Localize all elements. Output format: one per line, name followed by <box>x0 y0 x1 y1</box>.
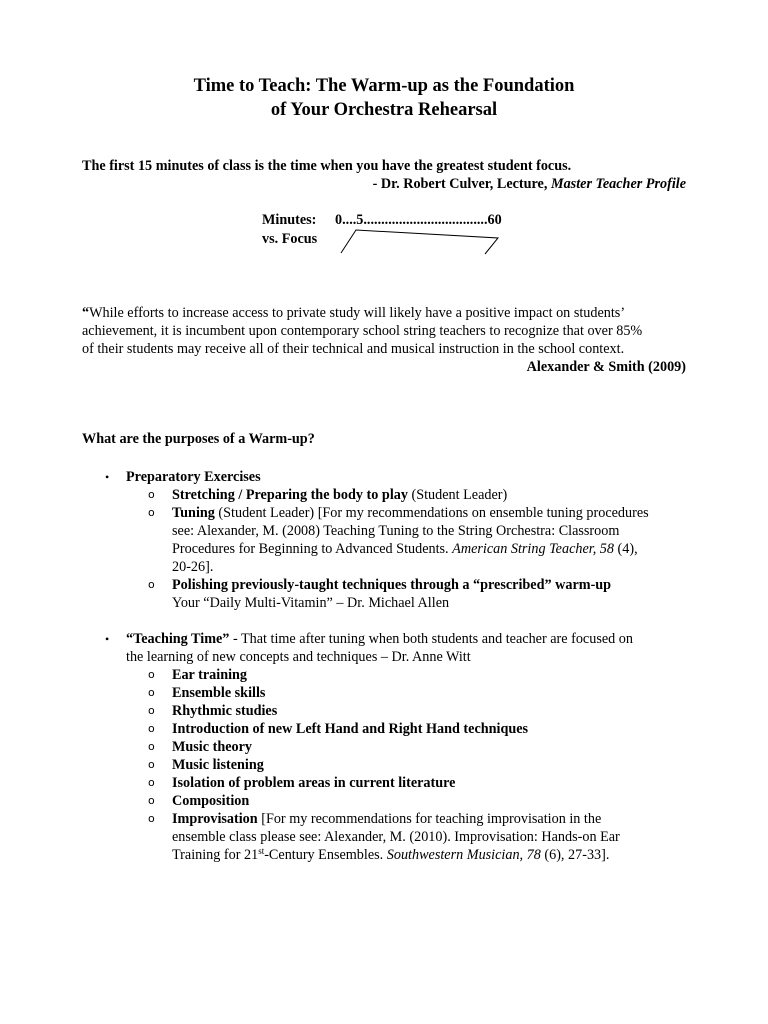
improvisation-line-3-b: -Century Ensembles. <box>264 847 387 863</box>
list-item: Ensemble skills <box>172 685 266 701</box>
intro-quote-attribution <box>373 175 686 193</box>
ordinal-superscript: st <box>258 846 265 856</box>
improvisation-issue: (6), 27-33]. <box>540 847 610 863</box>
improvisation-line-3-a: Training for 21 <box>172 847 259 863</box>
focus-label: vs. Focus <box>262 231 318 247</box>
list-item: Ear training <box>172 667 248 683</box>
sub-bullet-marker: o <box>148 488 155 501</box>
tuning-item-line-3 <box>172 540 638 558</box>
sub-bullet-marker: o <box>148 740 155 753</box>
stretching-rest: (Student Leader) <box>407 487 508 503</box>
list-item: Music listening <box>172 757 264 773</box>
list-item: Composition <box>172 793 250 809</box>
list-item: Introduction of new Left Hand and Right Hand techniques <box>172 721 529 737</box>
tuning-line-3-plain: Procedures for Beginning to Advanced Students. <box>172 541 453 557</box>
improvisation-journal: Southwestern Musician, 78 <box>386 847 541 863</box>
improvisation-line-2: ensemble class please see: Alexander, M. (2010). Improvisation: Hands-on Ear <box>172 829 620 845</box>
sub-bullet-marker: o <box>148 758 155 771</box>
sub-bullet-marker: o <box>148 704 155 717</box>
sub-bullet-marker: o <box>148 776 155 789</box>
improvisation-bold: Improvisation <box>172 811 258 827</box>
intro-quote: The first 15 minutes of class is the time when you have the greatest student focus. <box>82 158 572 174</box>
tuning-bold: Tuning <box>172 505 215 521</box>
open-quote-mark: “ <box>82 305 90 321</box>
sub-bullet-marker: o <box>148 812 155 825</box>
tuning-rest: (Student Leader) [For my recommendations on ensemble tuning procedures <box>214 505 649 521</box>
alexander-quote-text-1: While efforts to increase access to private study will likely have a positive impact on students’ <box>89 305 626 321</box>
attribution-source: Master Teacher Profile <box>550 176 686 192</box>
stretching-item <box>172 486 507 504</box>
tuning-item-line-4: 20-26]. <box>172 559 214 575</box>
teaching-time-line-1 <box>126 630 633 648</box>
teaching-time-rest: - That time after tuning when both students and teacher are focused on <box>229 631 633 647</box>
purposes-heading: What are the purposes of a Warm-up? <box>82 431 315 447</box>
document-title-line-1: Time to Teach: The Warm-up as the Foundation <box>193 76 575 96</box>
list-item: Music theory <box>172 739 252 755</box>
minutes-label: Minutes: <box>262 212 317 228</box>
minutes-scale: 0....5...................................60 <box>335 212 502 228</box>
improvisation-rest: [For my recommendations for teaching improvisation in the <box>257 811 602 827</box>
polishing-item: Polishing previously-taught techniques through a “prescribed” warm-up <box>172 577 612 593</box>
bullet-marker: • <box>105 470 110 484</box>
preparatory-label: Preparatory Exercises <box>126 469 261 485</box>
alexander-quote-line-3: of their students may receive all of their technical and musical instruction in the school context. <box>82 341 625 357</box>
attribution-prefix: - Dr. Robert Culver, Lecture, <box>372 176 551 192</box>
list-item: Isolation of problem areas in current literature <box>172 775 456 791</box>
tuning-item-line-2: see: Alexander, M. (2008) Teaching Tuning to the String Orchestra: Classroom <box>172 523 620 539</box>
teaching-time-bold: “Teaching Time” <box>126 631 230 647</box>
tuning-item-line-1 <box>172 504 649 522</box>
sub-bullet-marker: o <box>148 794 155 807</box>
alexander-quote-line-1 <box>82 304 625 322</box>
bullet-marker: • <box>105 632 110 646</box>
teaching-time-line-2: the learning of new concepts and techniques – Dr. Anne Witt <box>126 649 471 665</box>
tuning-journal: American String Teacher, 58 <box>452 541 614 557</box>
alexander-quote-attribution: Alexander & Smith (2009) <box>526 359 686 375</box>
list-item: Rhythmic studies <box>172 703 278 719</box>
sub-bullet-marker: o <box>148 506 155 519</box>
stretching-bold: Stretching / Preparing the body to play <box>172 487 408 503</box>
focus-curve-line <box>341 230 498 254</box>
sub-bullet-marker: o <box>148 722 155 735</box>
polishing-item-line-2: Your “Daily Multi-Vitamin” – Dr. Michael Allen <box>172 595 450 611</box>
sub-bullet-marker: o <box>148 686 155 699</box>
sub-bullet-marker: o <box>148 668 155 681</box>
alexander-quote-line-2: achievement, it is incumbent upon contemporary school string teachers to recognize that over 85% <box>82 323 643 339</box>
sub-bullet-marker: o <box>148 578 155 591</box>
document-title-line-2: of Your Orchestra Rehearsal <box>270 100 498 120</box>
improvisation-line-3 <box>172 846 609 864</box>
tuning-issue: (4), <box>614 541 638 557</box>
improvisation-line-1 <box>172 810 601 828</box>
